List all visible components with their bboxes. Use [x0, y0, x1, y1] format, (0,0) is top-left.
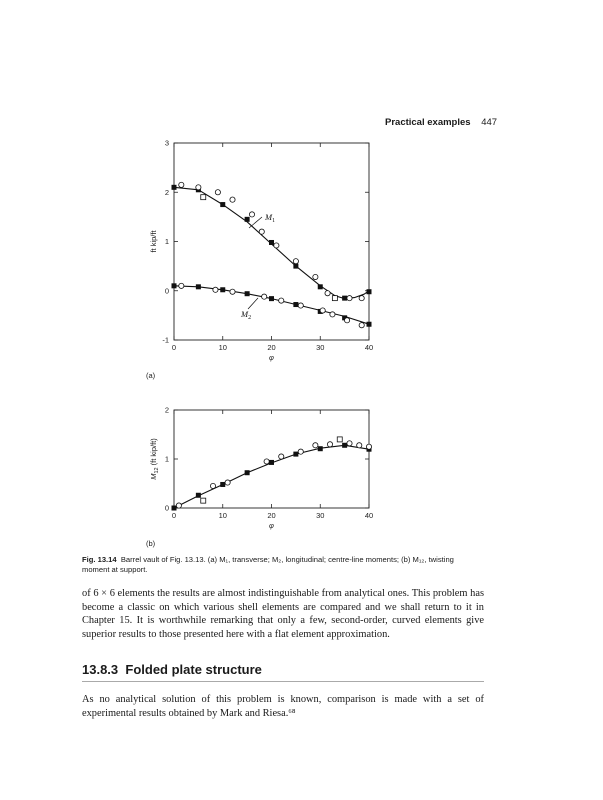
- data-point-open-circle: [330, 312, 335, 317]
- data-point-filled-square: [269, 296, 274, 301]
- data-point-filled-square: [293, 264, 298, 269]
- data-point-open-square: [332, 296, 337, 301]
- section-heading: [82, 662, 262, 677]
- x-axis-label: φ: [269, 521, 274, 530]
- data-point-open-square: [337, 437, 342, 442]
- data-point-filled-square: [342, 443, 347, 448]
- data-point-open-circle: [298, 303, 303, 308]
- data-point-open-circle: [313, 443, 318, 448]
- data-point-filled-square: [245, 217, 250, 222]
- data-point-filled-square: [293, 452, 298, 457]
- data-point-filled-square: [172, 283, 177, 288]
- data-point-open-circle: [179, 283, 184, 288]
- x-tick-label: 40: [364, 343, 374, 352]
- y-tick-label: 0: [164, 503, 169, 513]
- data-point-filled-square: [269, 240, 274, 245]
- data-point-open-circle: [215, 190, 220, 195]
- data-point-open-circle: [264, 459, 269, 464]
- data-point-open-circle: [293, 259, 298, 264]
- section-title: Folded plate structure: [125, 662, 262, 677]
- y-tick-label: 2: [164, 187, 169, 197]
- x-tick-label: 30: [316, 511, 325, 520]
- data-point-open-circle: [313, 274, 318, 279]
- chart-panel-b: [146, 406, 373, 549]
- data-point-open-circle: [213, 287, 218, 292]
- data-point-open-circle: [347, 441, 352, 446]
- data-point-open-circle: [359, 296, 364, 301]
- series-line: [174, 286, 369, 324]
- data-point-open-circle: [359, 323, 364, 328]
- data-point-open-circle: [210, 483, 215, 488]
- data-point-filled-square: [172, 185, 177, 190]
- y-axis-label: ft kip/ft: [149, 230, 158, 253]
- x-tick-label: 0: [171, 343, 177, 352]
- data-point-open-circle: [230, 289, 235, 294]
- data-point-open-circle: [262, 294, 267, 299]
- y-tick-label: 1: [164, 237, 169, 246]
- data-point-open-circle: [249, 212, 254, 217]
- data-point-open-circle: [357, 443, 362, 448]
- data-point-open-circle: [366, 444, 371, 449]
- data-point-filled-square: [367, 289, 372, 294]
- y-tick-label: 1: [164, 454, 169, 464]
- curve-label-leader: [249, 217, 262, 228]
- data-point-open-square: [201, 195, 206, 200]
- data-point-open-circle: [274, 243, 279, 248]
- x-tick-label: 40: [364, 511, 374, 520]
- data-point-filled-square: [220, 287, 225, 292]
- x-tick-label: 20: [267, 511, 276, 520]
- figure-caption: [82, 555, 482, 575]
- data-point-open-circle: [325, 291, 330, 296]
- data-point-open-circle: [196, 185, 201, 190]
- body-paragraph-1: of 6 × 6 elements the results are almost indistinguishable from analytical ones. This problem has become a classic on which various shell elements are compared and we shall return to it in Chapter 15. It is worthwhile remarking that only a few, second-order, curved elements give superior results to those presented here with a flat element approximation.: [82, 588, 484, 640]
- data-point-open-circle: [179, 182, 184, 187]
- data-point-open-circle: [298, 449, 303, 454]
- curve-label: $M_2$: [241, 309, 252, 321]
- x-tick-label: 20: [267, 343, 276, 352]
- x-tick-label: 30: [316, 343, 325, 352]
- data-point-filled-square: [245, 470, 250, 475]
- caption-text: Barrel vault of Fig. 13.13. (a) M₁, transverse; M₂, longitudinal; centre-line moments; (b) M₁₂, twisting moment at support.: [82, 555, 454, 574]
- data-point-filled-square: [172, 506, 177, 511]
- chart-panel-a: [146, 139, 373, 381]
- y-tick-label: 2: [164, 405, 169, 415]
- data-point-filled-square: [196, 284, 201, 289]
- data-point-open-circle: [347, 296, 352, 301]
- data-point-filled-square: [367, 322, 372, 327]
- body-paragraph-2: As no analytical solution of this problem is known, comparison is made with a set of experimental results obtained by Mark and Riesa.⁶⁸: [82, 694, 484, 719]
- running-head-title: Practical examples: [385, 117, 471, 128]
- curve-label-leader: [248, 298, 258, 309]
- data-point-open-circle: [225, 480, 230, 485]
- y-axis-label: $M_{12}$ (ft kip/ft): [149, 438, 160, 480]
- y-tick-label: 3: [164, 138, 169, 148]
- data-point-filled-square: [342, 296, 347, 301]
- data-point-filled-square: [269, 460, 274, 465]
- data-point-open-circle: [279, 454, 284, 459]
- y-tick-label: 0: [164, 286, 169, 296]
- curve-label: $M_1$: [265, 212, 276, 224]
- data-point-filled-square: [196, 493, 201, 498]
- data-point-open-circle: [230, 197, 235, 202]
- data-point-filled-square: [220, 482, 225, 487]
- data-point-filled-square: [293, 302, 298, 307]
- x-tick-label: 0: [171, 511, 177, 520]
- caption-label: Fig. 13.14: [82, 555, 117, 564]
- data-point-filled-square: [220, 202, 225, 207]
- data-point-open-circle: [320, 308, 325, 313]
- data-point-open-circle: [327, 442, 332, 447]
- x-tick-label: 10: [218, 343, 227, 352]
- x-tick-label: 10: [218, 511, 227, 520]
- data-point-filled-square: [318, 284, 323, 289]
- data-point-filled-square: [318, 446, 323, 451]
- data-point-open-circle: [259, 229, 264, 234]
- section-number: 13.8.3: [82, 662, 119, 677]
- y-tick-label: -1: [162, 335, 169, 345]
- x-axis-label: φ: [269, 353, 274, 362]
- data-point-open-circle: [176, 503, 181, 508]
- data-point-filled-square: [245, 291, 250, 296]
- panel-label: (b): [146, 539, 156, 548]
- data-point-open-circle: [344, 318, 349, 323]
- panel-label: (a): [146, 371, 156, 380]
- data-point-open-circle: [279, 298, 284, 303]
- page-number: 447: [481, 117, 498, 128]
- section-rule: [82, 681, 484, 682]
- data-point-open-square: [201, 498, 206, 503]
